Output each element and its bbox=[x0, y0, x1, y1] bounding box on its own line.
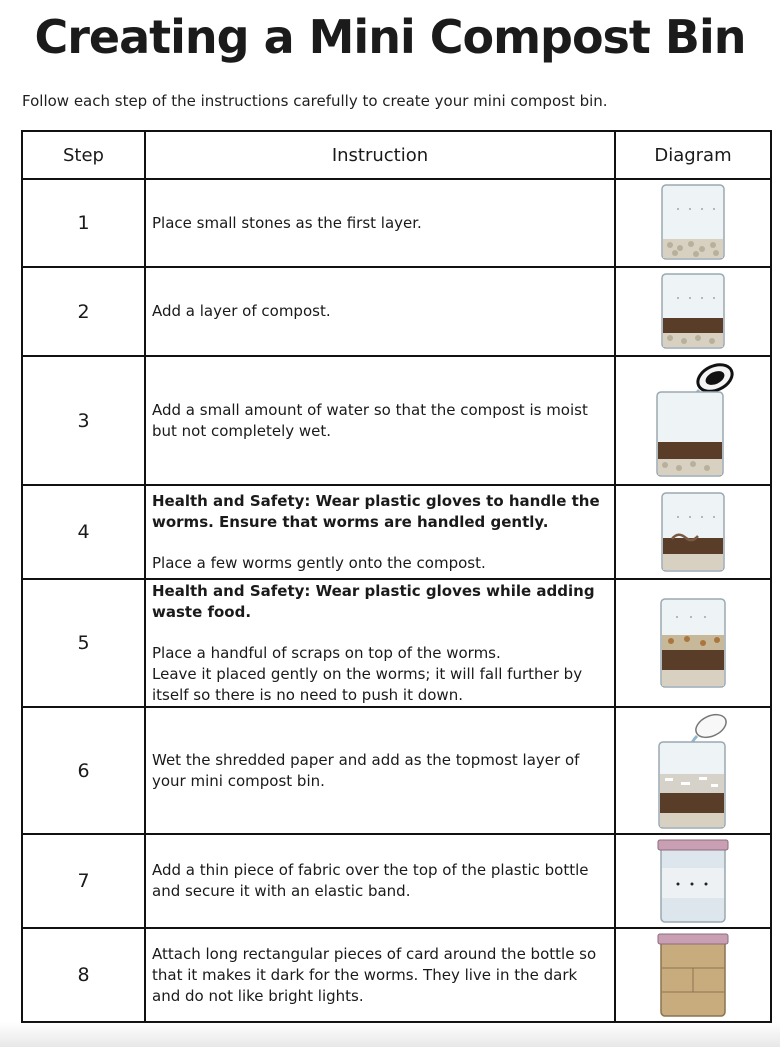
table-row bbox=[22, 179, 771, 267]
table-row bbox=[22, 356, 771, 485]
bottle-scraps-diagram bbox=[657, 597, 729, 689]
bottle-worms-diagram bbox=[658, 491, 728, 573]
step-number: 2 bbox=[22, 267, 145, 356]
header-diagram: Diagram bbox=[615, 131, 771, 179]
table-row bbox=[22, 267, 771, 356]
step-number: 5 bbox=[22, 579, 145, 707]
bottle-card-diagram bbox=[656, 932, 730, 1018]
step-diagram bbox=[615, 485, 771, 579]
step-instruction: Wet the shredded paper and add as the topmost layer of your mini compost bin. bbox=[145, 707, 615, 834]
health-safety-note: Health and Safety: Wear plastic gloves while adding waste food. bbox=[152, 581, 595, 621]
step-diagram bbox=[615, 356, 771, 485]
step-instruction bbox=[145, 485, 615, 579]
table-row bbox=[22, 485, 771, 579]
bottle-fabric-diagram bbox=[656, 838, 730, 924]
table-row bbox=[22, 834, 771, 928]
step-text: Place a handful of scraps on top of the worms. bbox=[152, 643, 501, 662]
page-subtitle: Follow each step of the instructions carefully to create your mini compost bin. bbox=[22, 92, 608, 110]
bottle-compost-diagram bbox=[658, 272, 728, 352]
step-instruction: Place small stones as the first layer. bbox=[145, 179, 615, 267]
bottle-paper-diagram bbox=[645, 712, 741, 830]
step-number: 1 bbox=[22, 179, 145, 267]
header-instruction: Instruction bbox=[145, 131, 615, 179]
step-number: 6 bbox=[22, 707, 145, 834]
step-number: 4 bbox=[22, 485, 145, 579]
step-diagram bbox=[615, 179, 771, 267]
page-title: Creating a Mini Compost Bin bbox=[34, 10, 746, 64]
instructions-table bbox=[21, 130, 772, 1023]
step-instruction bbox=[145, 579, 615, 707]
bottom-fade bbox=[0, 1022, 780, 1047]
step-diagram bbox=[615, 579, 771, 707]
table-row bbox=[22, 707, 771, 834]
step-instruction: Add a small amount of water so that the compost is moist but not completely wet. bbox=[145, 356, 615, 485]
table-row bbox=[22, 928, 771, 1022]
step-text: Place a few worms gently onto the compost. bbox=[152, 553, 486, 572]
step-diagram bbox=[615, 707, 771, 834]
step-instruction: Attach long rectangular pieces of card around the bottle so that it makes it dark for the worms. They live in the dark and do not like bright lights. bbox=[145, 928, 615, 1022]
step-number: 7 bbox=[22, 834, 145, 928]
step-diagram bbox=[615, 267, 771, 356]
bottle-stones-diagram bbox=[658, 183, 728, 263]
step-instruction: Add a layer of compost. bbox=[145, 267, 615, 356]
step-instruction: Add a thin piece of fabric over the top of the plastic bottle and secure it with an elastic band. bbox=[145, 834, 615, 928]
header-step: Step bbox=[22, 131, 145, 179]
step-number: 8 bbox=[22, 928, 145, 1022]
step-diagram bbox=[615, 928, 771, 1022]
step-text-extra: Leave it placed gently on the worms; it will fall further by itself so there is no need to push it down. bbox=[152, 664, 583, 704]
health-safety-note: Health and Safety: Wear plastic gloves to handle the worms. Ensure that worms are handled gently. bbox=[152, 491, 600, 531]
step-number: 3 bbox=[22, 356, 145, 485]
table-row bbox=[22, 579, 771, 707]
bottle-water-diagram bbox=[643, 362, 743, 480]
step-diagram bbox=[615, 834, 771, 928]
table-header-row bbox=[22, 131, 771, 179]
